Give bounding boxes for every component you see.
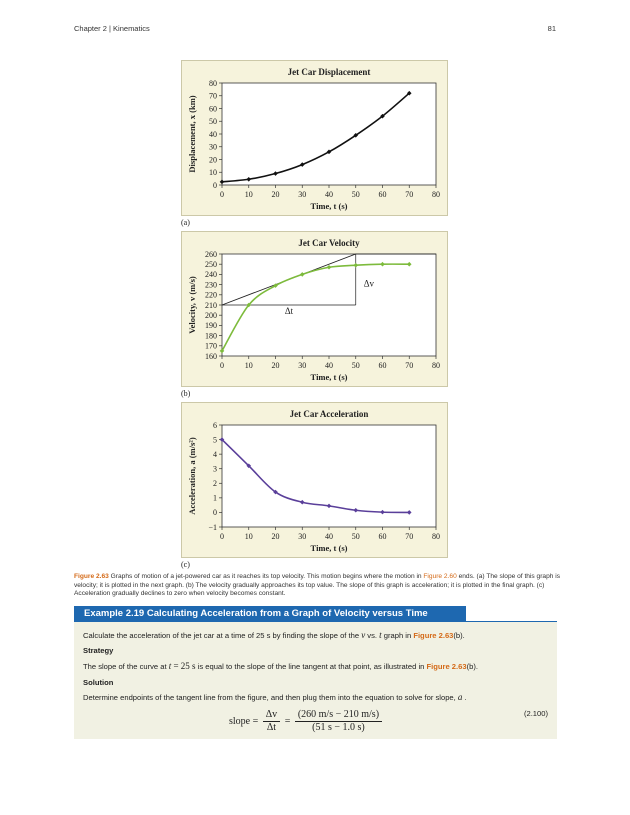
x-axis-label: Time, t (s) bbox=[310, 543, 348, 553]
y-tick-label: 0 bbox=[213, 508, 217, 518]
problem-figure-link[interactable]: Figure 2.63 bbox=[413, 631, 454, 640]
y-tick-label: 170 bbox=[205, 341, 217, 351]
x-tick-label: 60 bbox=[378, 190, 387, 199]
x-tick-label: 0 bbox=[220, 190, 224, 199]
y-tick-label: 3 bbox=[213, 464, 217, 474]
displacement-chart-svg bbox=[182, 61, 447, 215]
delta-v-label: Δv bbox=[363, 278, 375, 289]
x-tick-label: 60 bbox=[378, 532, 387, 541]
example-body bbox=[74, 622, 557, 739]
chart-title: Jet Car Velocity bbox=[298, 238, 360, 248]
eq-fraction-values bbox=[295, 709, 382, 734]
strategy-end-text: (b). bbox=[466, 662, 478, 671]
eq-delta-t: Δt bbox=[266, 722, 277, 733]
x-tick-label: 10 bbox=[244, 190, 253, 199]
x-tick-label: 70 bbox=[405, 361, 414, 370]
solution-text-a: Determine endpoints of the tangent line from the figure, and then plug them into the equation to solve for slope, bbox=[83, 693, 458, 702]
y-axis-label: Velocity, v (m/s) bbox=[187, 276, 197, 334]
x-tick-label: 70 bbox=[405, 190, 414, 199]
y-tick-label: 2 bbox=[213, 479, 217, 489]
eq-numerator: (260 m/s − 210 m/s) bbox=[295, 709, 382, 722]
y-tick-label: 200 bbox=[205, 311, 217, 320]
velocity-chart bbox=[181, 231, 448, 387]
var-t: t bbox=[379, 630, 382, 640]
y-tick-label: 210 bbox=[205, 300, 217, 310]
figure-caption bbox=[74, 573, 564, 599]
y-axis-label: Displacement, x (km) bbox=[187, 95, 197, 173]
x-tick-label: 20 bbox=[271, 361, 280, 370]
x-tick-label: 60 bbox=[378, 361, 387, 370]
caption-text-2: ends. (a) The slope of this graph is velocity; it is plotted in the next graph. (b) The velocity gradually approaches its top value. The slope of this graph is acceleration; it is plotted in the final graph. (c) Acceleration gradually declines to zero when velocity becomes constant. bbox=[74, 573, 561, 598]
y-tick-label: 20 bbox=[209, 155, 217, 165]
y-tick-label: −1 bbox=[208, 522, 217, 532]
x-tick-label: 50 bbox=[351, 532, 360, 541]
y-tick-label: 70 bbox=[209, 91, 217, 101]
y-tick-label: 180 bbox=[205, 331, 217, 341]
y-tick-label: 260 bbox=[205, 249, 217, 259]
acceleration-chart bbox=[181, 402, 448, 558]
chart-title: Jet Car Displacement bbox=[287, 67, 371, 77]
x-tick-label: 40 bbox=[325, 190, 333, 199]
y-tick-label: 5 bbox=[213, 435, 217, 445]
x-tick-label: 50 bbox=[351, 361, 360, 370]
x-tick-label: 80 bbox=[432, 361, 440, 370]
strategy-var-t: t bbox=[168, 661, 172, 671]
y-tick-label: 80 bbox=[209, 78, 217, 88]
y-tick-label: 230 bbox=[205, 280, 217, 290]
equation-number: (2.100) bbox=[523, 709, 548, 718]
x-tick-label: 10 bbox=[244, 361, 253, 370]
strategy-figure-link[interactable]: Figure 2.63 bbox=[426, 662, 467, 671]
y-tick-label: 4 bbox=[213, 449, 217, 459]
page-number: 81 bbox=[547, 24, 556, 33]
x-tick-label: 80 bbox=[432, 532, 440, 541]
graph-in-text: graph in bbox=[381, 631, 414, 640]
solution-heading bbox=[83, 678, 113, 687]
x-tick-label: 0 bbox=[220, 361, 224, 370]
strategy-text bbox=[83, 661, 478, 671]
x-tick-label: 30 bbox=[298, 532, 307, 541]
solution-end-text: . bbox=[462, 693, 467, 702]
x-axis-label: Time, t (s) bbox=[310, 372, 348, 382]
y-tick-label: 220 bbox=[205, 290, 217, 300]
strategy-title: Strategy bbox=[83, 646, 114, 655]
x-tick-label: 30 bbox=[298, 361, 307, 370]
caption-text-1: Graphs of motion of a jet-powered car as it reaches its top velocity. This motion begins where the motion in bbox=[108, 573, 424, 580]
y-tick-label: 250 bbox=[205, 260, 217, 269]
slope-equation bbox=[229, 709, 384, 734]
x-tick-label: 0 bbox=[220, 532, 224, 541]
strategy-text-b: is equal to the slope of the line tangent at that point, as illustrated in bbox=[195, 662, 427, 671]
y-tick-label: 60 bbox=[209, 104, 217, 114]
x-tick-label: 80 bbox=[432, 190, 440, 199]
y-tick-label: 30 bbox=[209, 142, 217, 152]
y-tick-label: 160 bbox=[205, 351, 217, 361]
y-axis-label: Acceleration, a (m/s²) bbox=[187, 437, 197, 515]
solution-text bbox=[83, 692, 467, 702]
x-tick-label: 40 bbox=[325, 361, 333, 370]
eq-denominator: (51 s − 1.0 s) bbox=[312, 722, 365, 733]
y-tick-label: 10 bbox=[209, 168, 217, 178]
var-v: v bbox=[361, 630, 366, 640]
problem-text: Calculate the acceleration of the jet car at a time of 25 s by finding the slope of the bbox=[83, 631, 362, 640]
eq-equals: = bbox=[282, 715, 293, 727]
figure-label-b: (b) bbox=[181, 389, 191, 398]
strategy-time-value: = 25 s bbox=[171, 661, 196, 671]
figure-label-c: (c) bbox=[181, 560, 190, 569]
y-tick-label: 1 bbox=[213, 493, 217, 503]
example-header bbox=[74, 606, 557, 622]
problem-end-text: (b). bbox=[453, 631, 465, 640]
example-title: Example 2.19 Calculating Acceleration from a Graph of Velocity versus Time bbox=[74, 606, 466, 621]
acceleration-chart-svg bbox=[182, 403, 447, 557]
y-tick-label: 240 bbox=[205, 270, 217, 280]
eq-lhs: slope = bbox=[229, 715, 261, 727]
x-tick-label: 50 bbox=[351, 190, 360, 199]
y-tick-label: 40 bbox=[209, 129, 217, 139]
y-tick-label: 0 bbox=[213, 180, 217, 190]
running-header: Chapter 2 | Kinematics bbox=[74, 24, 150, 33]
vs-text: vs. bbox=[365, 631, 380, 640]
solution-title: Solution bbox=[83, 678, 114, 687]
figure-label-a: (a) bbox=[181, 218, 190, 227]
x-tick-label: 20 bbox=[271, 532, 280, 541]
solution-var-a: a bbox=[457, 692, 463, 702]
example-problem bbox=[83, 630, 465, 640]
strategy-heading bbox=[83, 646, 113, 655]
velocity-chart-svg bbox=[182, 232, 447, 386]
caption-figure-link[interactable]: Figure 2.60 bbox=[423, 573, 457, 580]
x-tick-label: 40 bbox=[325, 532, 333, 541]
displacement-chart bbox=[181, 60, 448, 216]
y-tick-label: 50 bbox=[209, 117, 217, 127]
chart-title: Jet Car Acceleration bbox=[289, 409, 369, 419]
x-tick-label: 20 bbox=[271, 190, 280, 199]
eq-fraction-delta bbox=[263, 709, 280, 734]
x-tick-label: 70 bbox=[405, 532, 414, 541]
caption-label: Figure 2.63 bbox=[74, 573, 109, 580]
x-axis-label: Time, t (s) bbox=[310, 201, 348, 211]
eq-delta-v: Δv bbox=[263, 709, 280, 722]
delta-t-label: Δt bbox=[284, 306, 294, 316]
x-tick-label: 10 bbox=[244, 532, 253, 541]
x-tick-label: 30 bbox=[298, 190, 307, 199]
strategy-text-a: The slope of the curve at bbox=[83, 662, 169, 671]
y-tick-label: 190 bbox=[205, 321, 217, 331]
y-tick-label: 6 bbox=[213, 420, 217, 430]
